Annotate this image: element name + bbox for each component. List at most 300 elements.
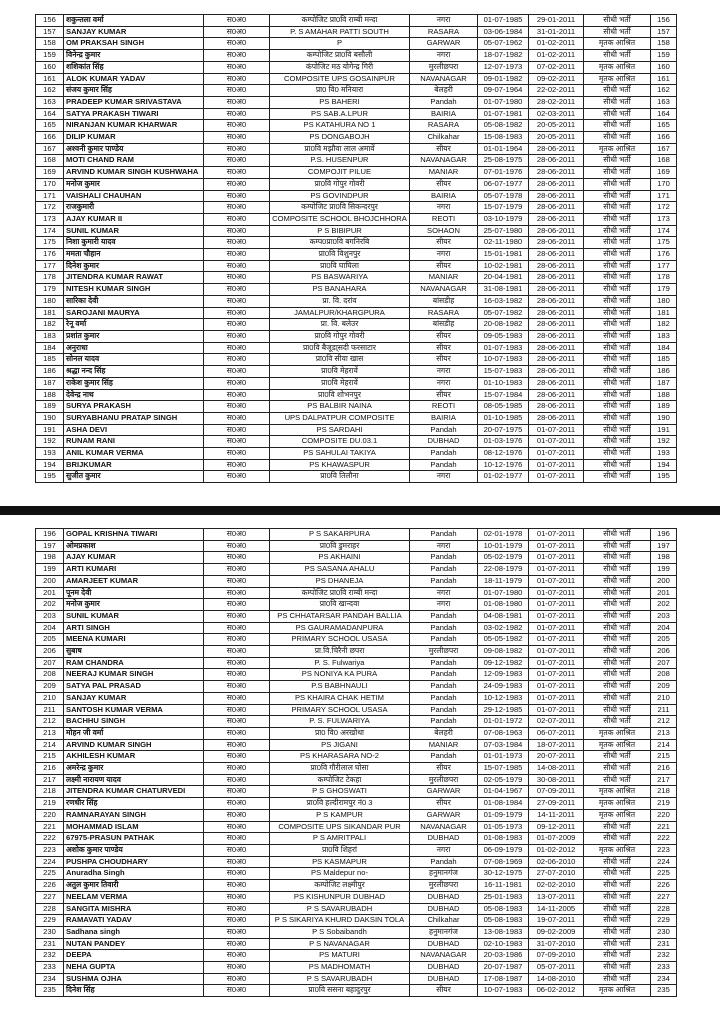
- teacher-name: SANTOSH KUMAR VERMA: [64, 704, 204, 716]
- designation: स0अ0: [204, 73, 270, 85]
- appointment-date: 01-07-2009: [529, 833, 584, 845]
- table-body-1: [36, 15, 677, 483]
- serial-number: 228: [36, 903, 64, 915]
- table-row: [36, 26, 677, 38]
- date-of-birth: 01-07-1980: [478, 96, 529, 108]
- block-name: सीयर: [410, 389, 478, 401]
- date-of-birth: 20-07-1975: [478, 424, 529, 436]
- designation: स0अ0: [204, 763, 270, 775]
- serial-number: 227: [36, 891, 64, 903]
- serial-number: 156: [36, 15, 64, 27]
- date-of-birth: 09-08-1982: [478, 646, 529, 658]
- appointment-date: 09-12-2011: [529, 821, 584, 833]
- table-row: [36, 108, 677, 120]
- table-row: [36, 716, 677, 728]
- designation: स0अ0: [204, 85, 270, 97]
- teacher-name: RAMNARAYAN SINGH: [64, 809, 204, 821]
- appointment-type: मृतक आश्रित: [584, 143, 651, 155]
- table-row: [36, 225, 677, 237]
- school-name: कम्पोजिट टेकहा: [270, 774, 410, 786]
- appointment-type: सीधी भर्ती: [584, 587, 651, 599]
- appointment-date: 28-06-2011: [529, 412, 584, 424]
- teacher-name: BACHHU SINGH: [64, 716, 204, 728]
- date-of-birth: 10-07-1983: [478, 985, 529, 997]
- serial-number: 159: [36, 50, 64, 62]
- serial-number-right: 187: [651, 377, 677, 389]
- appointment-date: 07-09-2010: [529, 950, 584, 962]
- block-name: नगरा: [410, 599, 478, 611]
- serial-number-right: 158: [651, 38, 677, 50]
- table-row: [36, 307, 677, 319]
- appointment-type: सीधी भर्ती: [584, 973, 651, 985]
- table-row: [36, 120, 677, 132]
- date-of-birth: 20-07-1987: [478, 962, 529, 974]
- designation: स0अ0: [204, 891, 270, 903]
- page-separator-band: [0, 506, 720, 515]
- date-of-birth: 01-04-1967: [478, 786, 529, 798]
- school-name: प्रा0 वि0 मनियारा: [270, 85, 410, 97]
- block-name: Pandah: [410, 610, 478, 622]
- register-sheet-1: [35, 14, 676, 483]
- appointment-type: सीधी भर्ती: [584, 962, 651, 974]
- school-name: P. S. FULWARIYA: [270, 716, 410, 728]
- serial-number: 225: [36, 868, 64, 880]
- date-of-birth: 01-07-1980: [478, 587, 529, 599]
- appointment-type: सीधी भर्ती: [584, 716, 651, 728]
- appointment-date: 14-08-2010: [529, 973, 584, 985]
- table-row: [36, 763, 677, 775]
- appointment-type: मृतक आश्रित: [584, 38, 651, 50]
- serial-number: 222: [36, 833, 64, 845]
- appointment-date: 28-06-2011: [529, 178, 584, 190]
- appointment-date: 01-07-2011: [529, 587, 584, 599]
- block-name: सीयर: [410, 330, 478, 342]
- table-row: [36, 295, 677, 307]
- teacher-name: ओमप्रकाश: [64, 540, 204, 552]
- date-of-birth: 17-08-1987: [478, 973, 529, 985]
- block-name: नगरा: [410, 844, 478, 856]
- appointment-type: मृतक आश्रित: [584, 73, 651, 85]
- date-of-birth: 02-05-1979: [478, 774, 529, 786]
- serial-number: 211: [36, 704, 64, 716]
- school-name: PS KATAHURA NO 1: [270, 120, 410, 132]
- serial-number-right: 161: [651, 73, 677, 85]
- appointment-type: सीधी भर्ती: [584, 249, 651, 261]
- appointment-type: सीधी भर्ती: [584, 622, 651, 634]
- school-name: PS NONIYA KA PURA: [270, 669, 410, 681]
- teacher-name: NEHA GUPTA: [64, 962, 204, 974]
- block-name: DUBHAD: [410, 833, 478, 845]
- teacher-name: लक्ष्मी नारायण यादव: [64, 774, 204, 786]
- serial-number-right: 232: [651, 950, 677, 962]
- teacher-name: अतुल कुमार तिवारी: [64, 880, 204, 892]
- school-name: PS JIGANI: [270, 739, 410, 751]
- appointment-date: 18-07-2011: [529, 739, 584, 751]
- school-name: कंपोजिट मठ योगेन्द्र गिरी: [270, 61, 410, 73]
- teacher-name: AKHILESH KUMAR: [64, 751, 204, 763]
- appointment-date: 28-06-2011: [529, 377, 584, 389]
- table-row: [36, 424, 677, 436]
- designation: स0अ0: [204, 599, 270, 611]
- school-name: प्रा0 वि0 अरखोथा: [270, 727, 410, 739]
- date-of-birth: 09-07-1964: [478, 85, 529, 97]
- designation: स0अ0: [204, 692, 270, 704]
- serial-number: 166: [36, 132, 64, 144]
- appointment-date: 22-02-2011: [529, 85, 584, 97]
- appointment-date: 28-06-2011: [529, 237, 584, 249]
- designation: स0अ0: [204, 202, 270, 214]
- block-name: GARWAR: [410, 38, 478, 50]
- appointment-type: मृतक आश्रित: [584, 809, 651, 821]
- designation: स0अ0: [204, 798, 270, 810]
- date-of-birth: 02-11-1980: [478, 237, 529, 249]
- table-row: [36, 704, 677, 716]
- date-of-birth: 02-01-1978: [478, 529, 529, 541]
- serial-number: 168: [36, 155, 64, 167]
- appointment-type: सीधी भर्ती: [584, 424, 651, 436]
- appointment-type: सीधी भर्ती: [584, 401, 651, 413]
- teacher-name: मनोज कुमार: [64, 178, 204, 190]
- serial-number: 167: [36, 143, 64, 155]
- serial-number-right: 178: [651, 272, 677, 284]
- designation: स0अ0: [204, 108, 270, 120]
- teacher-name: NUTAN PANDEY: [64, 938, 204, 950]
- designation: स0अ0: [204, 249, 270, 261]
- school-name: PS KHAIRA CHAK HETIM: [270, 692, 410, 704]
- table-row: [36, 985, 677, 997]
- teacher-name: श्रद्धा नन्द सिंह: [64, 366, 204, 378]
- date-of-birth: 01-07-1983: [478, 342, 529, 354]
- appointment-date: 31-01-2011: [529, 26, 584, 38]
- block-name: BAIRIA: [410, 412, 478, 424]
- designation: स0अ0: [204, 646, 270, 658]
- designation: स0अ0: [204, 237, 270, 249]
- serial-number-right: 157: [651, 26, 677, 38]
- appointment-date: 01-07-2011: [529, 424, 584, 436]
- school-name: UPS DALPATPUR COMPOSITE: [270, 412, 410, 424]
- date-of-birth: 01-08-1983: [478, 833, 529, 845]
- appointment-date: 07-02-2011: [529, 61, 584, 73]
- block-name: MANIAR: [410, 167, 478, 179]
- serial-number-right: 198: [651, 552, 677, 564]
- block-name: Pandah: [410, 634, 478, 646]
- teacher-name: SUNIL KUMAR: [64, 610, 204, 622]
- serial-number: 184: [36, 342, 64, 354]
- designation: स0अ0: [204, 575, 270, 587]
- table-row: [36, 61, 677, 73]
- serial-number: 231: [36, 938, 64, 950]
- serial-number-right: 229: [651, 915, 677, 927]
- appointment-type: सीधी भर्ती: [584, 85, 651, 97]
- date-of-birth: 08-05-1985: [478, 401, 529, 413]
- serial-number-right: 177: [651, 260, 677, 272]
- date-of-birth: 05-08-1982: [478, 120, 529, 132]
- appointment-type: सीधी भर्ती: [584, 389, 651, 401]
- serial-number-right: 167: [651, 143, 677, 155]
- date-of-birth: 05-07-1962: [478, 38, 529, 50]
- designation: स0अ0: [204, 856, 270, 868]
- block-name: Pandah: [410, 704, 478, 716]
- school-name: कम्पोजिट प्रा0वि बसौली: [270, 50, 410, 62]
- school-name: P S SAVARUBADH: [270, 973, 410, 985]
- block-name: सीयर: [410, 763, 478, 775]
- serial-number-right: 169: [651, 167, 677, 179]
- designation: स0अ0: [204, 272, 270, 284]
- school-name: P: [270, 38, 410, 50]
- designation: स0अ0: [204, 809, 270, 821]
- appointment-date: 09-02-2009: [529, 926, 584, 938]
- date-of-birth: 05-02-1979: [478, 552, 529, 564]
- appointment-type: सीधी भर्ती: [584, 692, 651, 704]
- serial-number: 202: [36, 599, 64, 611]
- serial-number-right: 230: [651, 926, 677, 938]
- serial-number-right: 160: [651, 61, 677, 73]
- serial-number: 195: [36, 471, 64, 483]
- table-row: [36, 354, 677, 366]
- appointment-type: सीधी भर्ती: [584, 681, 651, 693]
- teacher-name: मनोज कुमार: [64, 599, 204, 611]
- table-row: [36, 856, 677, 868]
- block-name: Pandah: [410, 448, 478, 460]
- designation: स0अ0: [204, 552, 270, 564]
- serial-number: 235: [36, 985, 64, 997]
- designation: स0अ0: [204, 436, 270, 448]
- serial-number-right: 233: [651, 962, 677, 974]
- block-name: BAIRIA: [410, 108, 478, 120]
- appointment-type: सीधी भर्ती: [584, 610, 651, 622]
- appointment-type: सीधी भर्ती: [584, 342, 651, 354]
- block-name: Pandah: [410, 96, 478, 108]
- table-row: [36, 529, 677, 541]
- date-of-birth: 10-12-1983: [478, 692, 529, 704]
- school-name: PS DHANEJA: [270, 575, 410, 587]
- appointment-date: 01-07-2011: [529, 669, 584, 681]
- serial-number-right: 219: [651, 798, 677, 810]
- teacher-name: पूनम देवी: [64, 587, 204, 599]
- designation: स0अ0: [204, 459, 270, 471]
- appointment-date: 01-07-2011: [529, 692, 584, 704]
- block-name: बेलहरी: [410, 85, 478, 97]
- appointment-type: मृतक आश्रित: [584, 844, 651, 856]
- date-of-birth: 01-05-1973: [478, 821, 529, 833]
- teacher-name: सुबाष: [64, 646, 204, 658]
- serial-number-right: 206: [651, 646, 677, 658]
- date-of-birth: 25-07-1980: [478, 225, 529, 237]
- block-name: Pandah: [410, 424, 478, 436]
- table-row: [36, 50, 677, 62]
- table-row: [36, 610, 677, 622]
- school-name: PS KHARASARA NO-2: [270, 751, 410, 763]
- appointment-type: सीधी भर्ती: [584, 471, 651, 483]
- designation: स0अ0: [204, 681, 270, 693]
- serial-number: 194: [36, 459, 64, 471]
- block-name: हनुमानगंज: [410, 926, 478, 938]
- serial-number: 230: [36, 926, 64, 938]
- teacher-name: DILIP KUMAR: [64, 132, 204, 144]
- serial-number: 182: [36, 319, 64, 331]
- appointment-type: मृतक आश्रित: [584, 739, 651, 751]
- appointment-date: 27-09-2011: [529, 798, 584, 810]
- school-name: प्रा0वि खान्दवा: [270, 599, 410, 611]
- date-of-birth: 15-07-1985: [478, 763, 529, 775]
- appointment-date: 06-02-2012: [529, 985, 584, 997]
- serial-number-right: 215: [651, 751, 677, 763]
- block-name: नगरा: [410, 249, 478, 261]
- school-name: COMPOSITE SCHOOL BHOJCHHORA: [270, 213, 410, 225]
- appointment-type: सीधी भर्ती: [584, 377, 651, 389]
- designation: स0अ0: [204, 319, 270, 331]
- serial-number-right: 200: [651, 575, 677, 587]
- block-name: Pandah: [410, 552, 478, 564]
- table-row: [36, 786, 677, 798]
- designation: स0अ0: [204, 529, 270, 541]
- designation: स0अ0: [204, 727, 270, 739]
- teacher-name: JITENDRA KUMAR RAWAT: [64, 272, 204, 284]
- teacher-name: प्रशांत कुमार: [64, 330, 204, 342]
- appointment-date: 28-06-2011: [529, 190, 584, 202]
- date-of-birth: 07-03-1984: [478, 739, 529, 751]
- serial-number-right: 204: [651, 622, 677, 634]
- serial-number-right: 163: [651, 96, 677, 108]
- serial-number-right: 172: [651, 202, 677, 214]
- designation: स0अ0: [204, 973, 270, 985]
- date-of-birth: 08-12-1976: [478, 448, 529, 460]
- table-row: [36, 459, 677, 471]
- school-name: PS MADHOMATH: [270, 962, 410, 974]
- teacher-name: दिनेश सिंह: [64, 985, 204, 997]
- block-name: नगरा: [410, 471, 478, 483]
- school-name: PS BASWARIYA: [270, 272, 410, 284]
- school-name: P S NAVANAGAR: [270, 938, 410, 950]
- table-row: [36, 85, 677, 97]
- serial-number: 197: [36, 540, 64, 552]
- table-row: [36, 401, 677, 413]
- serial-number: 213: [36, 727, 64, 739]
- school-name: प्रा0वि मेहरावें: [270, 377, 410, 389]
- appointment-type: सीधी भर्ती: [584, 155, 651, 167]
- designation: स0अ0: [204, 377, 270, 389]
- school-name: COMPOSITE DU.03.1: [270, 436, 410, 448]
- date-of-birth: 16-03-1982: [478, 295, 529, 307]
- school-name: PS SAHULAI TAKIYA: [270, 448, 410, 460]
- appointment-date: 01-07-2011: [529, 657, 584, 669]
- teacher-name: शकुन्तला वर्मा: [64, 15, 204, 27]
- designation: स0अ0: [204, 143, 270, 155]
- serial-number-right: 175: [651, 237, 677, 249]
- appointment-type: सीधी भर्ती: [584, 412, 651, 424]
- teacher-name: SATYA PAL PRASAD: [64, 681, 204, 693]
- school-name: PS KHAWASPUR: [270, 459, 410, 471]
- appointment-type: सीधी भर्ती: [584, 657, 651, 669]
- designation: स0अ0: [204, 260, 270, 272]
- serial-number-right: 197: [651, 540, 677, 552]
- table-row: [36, 844, 677, 856]
- serial-number: 224: [36, 856, 64, 868]
- teacher-name: OM PRAKSAH SINGH: [64, 38, 204, 50]
- serial-number-right: 223: [651, 844, 677, 856]
- appointment-date: 29-01-2011: [529, 15, 584, 27]
- date-of-birth: 04-08-1981: [478, 610, 529, 622]
- table-row: [36, 809, 677, 821]
- date-of-birth: 07-08-1969: [478, 856, 529, 868]
- date-of-birth: 15-07-1979: [478, 202, 529, 214]
- appointment-date: 13-07-2011: [529, 891, 584, 903]
- serial-number-right: 193: [651, 448, 677, 460]
- serial-number: 173: [36, 213, 64, 225]
- table-row: [36, 646, 677, 658]
- serial-number: 190: [36, 412, 64, 424]
- appointment-type: सीधी भर्ती: [584, 354, 651, 366]
- appointment-date: 14-11-2011: [529, 809, 584, 821]
- table-row: [36, 213, 677, 225]
- appointment-type: सीधी भर्ती: [584, 950, 651, 962]
- serial-number-right: 179: [651, 284, 677, 296]
- table-row: [36, 634, 677, 646]
- school-name: प्रा0वि मझौवा लाल अमावें: [270, 143, 410, 155]
- date-of-birth: 05-07-1982: [478, 307, 529, 319]
- table-row: [36, 155, 677, 167]
- block-name: MANIAR: [410, 272, 478, 284]
- table-row: [36, 272, 677, 284]
- teacher-name: विनेन्द्र कुमार: [64, 50, 204, 62]
- date-of-birth: 18-07-1982: [478, 50, 529, 62]
- school-name: PS KASMAPUR: [270, 856, 410, 868]
- block-name: नगरा: [410, 15, 478, 27]
- school-name: कम्पोजिट प्रा0वि सिकन्दरपुर: [270, 202, 410, 214]
- appointment-date: 01-07-2011: [529, 704, 584, 716]
- block-name: Pandah: [410, 564, 478, 576]
- designation: स0अ0: [204, 716, 270, 728]
- table-row: [36, 657, 677, 669]
- school-name: PS AKHAINI: [270, 552, 410, 564]
- serial-number: 178: [36, 272, 64, 284]
- table-body-2: [36, 529, 677, 997]
- table-row: [36, 202, 677, 214]
- teacher-name: SURYA PRAKASH: [64, 401, 204, 413]
- block-name: सीयर: [410, 178, 478, 190]
- school-name: प्रा0वि घाघिला: [270, 260, 410, 272]
- serial-number-right: 191: [651, 424, 677, 436]
- designation: स0अ0: [204, 739, 270, 751]
- teacher-name: SATYA PRAKASH TIWARI: [64, 108, 204, 120]
- appointment-date: 01-02-2011: [529, 50, 584, 62]
- appointment-type: सीधी भर्ती: [584, 669, 651, 681]
- block-name: मुरलीछपरा: [410, 880, 478, 892]
- serial-number-right: 220: [651, 809, 677, 821]
- school-name: P S SIKARIYA KHURD DAKSIN TOLA: [270, 915, 410, 927]
- table-row: [36, 389, 677, 401]
- block-name: REOTI: [410, 401, 478, 413]
- school-name: PS GAURAMADANPURA: [270, 622, 410, 634]
- block-name: MANIAR: [410, 739, 478, 751]
- appointment-date: 28-06-2011: [529, 213, 584, 225]
- block-name: RASARA: [410, 26, 478, 38]
- table-row: [36, 821, 677, 833]
- serial-number-right: 180: [651, 295, 677, 307]
- designation: स0अ0: [204, 938, 270, 950]
- date-of-birth: 01-10-1983: [478, 377, 529, 389]
- designation: स0अ0: [204, 610, 270, 622]
- appointment-date: 01-07-2011: [529, 599, 584, 611]
- serial-number-right: 201: [651, 587, 677, 599]
- serial-number: 162: [36, 85, 64, 97]
- teacher-name: SANJAY KUMAR: [64, 26, 204, 38]
- table-row: [36, 751, 677, 763]
- teacher-name: राजकुमारी: [64, 202, 204, 214]
- serial-number-right: 176: [651, 249, 677, 261]
- block-name: बांसडीह: [410, 319, 478, 331]
- date-of-birth: 18-11-1979: [478, 575, 529, 587]
